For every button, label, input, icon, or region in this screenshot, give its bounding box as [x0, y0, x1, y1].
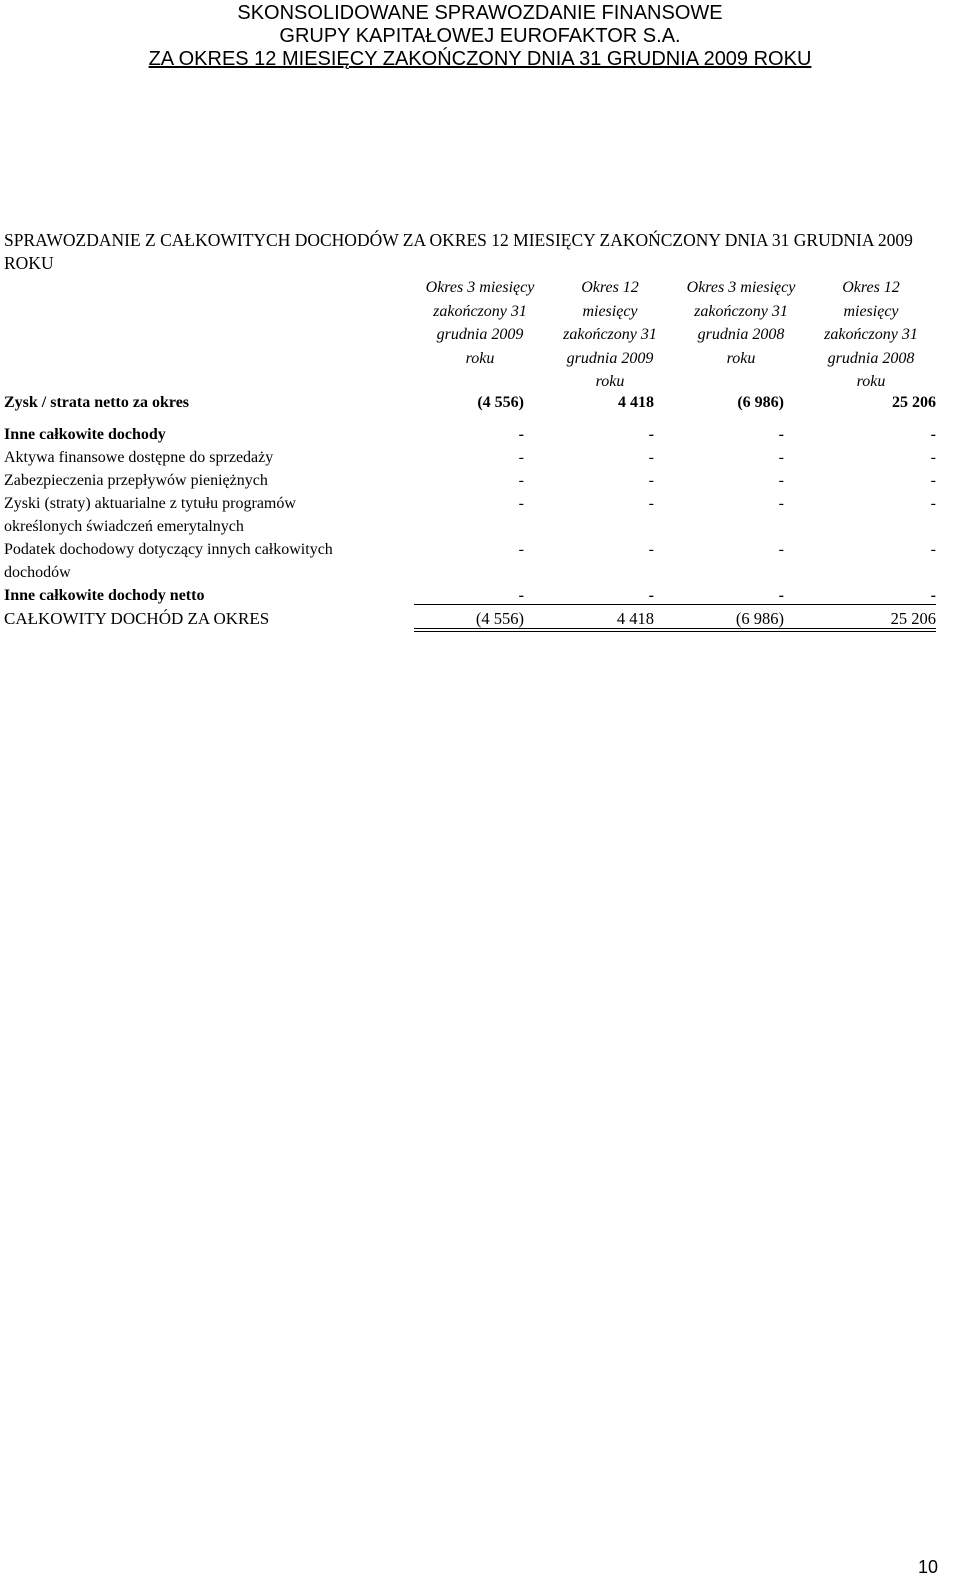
row-value: - [930, 541, 936, 558]
row-value: - [778, 472, 784, 489]
row-value: - [518, 495, 524, 512]
row-value: - [648, 426, 654, 443]
row-value: - [518, 449, 524, 466]
row-value: 4 418 [616, 609, 654, 628]
row-value: - [778, 449, 784, 466]
page-number: 10 [917, 1557, 938, 1577]
row-value: - [930, 472, 936, 489]
header-line-2: GRUPY KAPITAŁOWEJ EUROFAKTOR S.A. [279, 25, 681, 47]
row-label-line1: Podatek dochodowy dotyczący innych całkowitych [4, 541, 333, 558]
row-value: - [778, 426, 784, 443]
row-value: - [930, 495, 936, 512]
col1-line3: grudnia 2009 [436, 326, 524, 343]
row-label-line2: dochodów [4, 564, 71, 581]
row-value: - [518, 426, 524, 443]
col2-line4: grudnia 2009 [566, 349, 654, 367]
col3-line4: roku [726, 349, 756, 367]
subtotal-rule [414, 604, 936, 605]
row-value: 4 418 [618, 394, 654, 411]
row-value: - [930, 426, 936, 443]
row-value: - [518, 541, 524, 558]
row-value: (4 556) [475, 609, 524, 628]
total-rule-lower [414, 631, 936, 632]
column-header-2 [545, 276, 675, 394]
col4-line5: roku [856, 373, 886, 390]
col1-line1: Okres 3 miesięcy [425, 279, 535, 296]
col4-line2: miesięcy [843, 302, 899, 320]
col1-line4: roku [465, 349, 495, 367]
row-value: - [518, 587, 524, 604]
row-value: - [648, 495, 654, 512]
row-label-line2: określonych świadczeń emerytalnych [4, 518, 244, 535]
column-header-3 [676, 276, 806, 370]
row-value: - [648, 449, 654, 466]
header-line-1: SKONSOLIDOWANE SPRAWOZDANIE FINANSOWE [237, 2, 723, 24]
row-label: Zysk / strata netto za okres [4, 394, 190, 411]
row-label: Inne całkowite dochody netto [4, 587, 205, 604]
col2-line5: roku [595, 373, 625, 390]
row-label [4, 538, 414, 584]
row-value: (4 556) [477, 394, 524, 411]
document-header [0, 2, 960, 71]
row-value: - [778, 587, 784, 604]
row-value: - [648, 587, 654, 604]
header-line-3: ZA OKRES 12 MIESIĘCY ZAKOŃCZONY DNIA 31 GRUDNIA 2009 ROKU [148, 48, 812, 70]
row-value: - [518, 472, 524, 489]
row-label [4, 492, 414, 538]
statement-title: SPRAWOZDANIE Z CAŁKOWITYCH DOCHODÓW ZA OKRES 12 MIESIĘCY ZAKOŃCZONY DNIA 31 GRUDNIA 2009 ROKU [4, 230, 913, 273]
row-value: - [930, 449, 936, 466]
col3-line2: zakończony 31 [694, 302, 788, 320]
row-label: Aktywa finansowe dostępne do sprzedaży [4, 449, 274, 466]
row-value: - [648, 472, 654, 489]
row-value: 25 206 [892, 394, 936, 411]
row-value: 25 206 [890, 609, 936, 628]
col3-line3: grudnia 2008 [697, 326, 785, 343]
row-value: (6 986) [737, 394, 784, 411]
row-label: Zabezpieczenia przepływów pieniężnych [4, 472, 268, 489]
row-value: - [930, 587, 936, 604]
row-value: - [648, 541, 654, 558]
col3-line1: Okres 3 miesięcy [686, 279, 796, 296]
col4-line3: zakończony 31 [824, 326, 918, 343]
row-value: - [778, 495, 784, 512]
row-label-line1: Zyski (straty) aktuarialne z tytułu programów [4, 495, 296, 512]
column-header-1 [415, 276, 545, 370]
col2-line2: miesięcy [582, 302, 638, 320]
col2-line1: Okres 12 [581, 279, 639, 296]
col4-line4: grudnia 2008 [827, 349, 915, 367]
col2-line3: zakończony 31 [563, 326, 657, 343]
col4-line1: Okres 12 [842, 279, 900, 296]
row-value: - [778, 541, 784, 558]
row-value: (6 986) [735, 609, 784, 628]
col1-line2: zakończony 31 [433, 302, 527, 320]
column-header-4 [806, 276, 936, 394]
row-label: CAŁKOWITY DOCHÓD ZA OKRES [4, 609, 270, 628]
row-label: Inne całkowite dochody [4, 426, 166, 443]
total-rule-upper [414, 628, 936, 629]
